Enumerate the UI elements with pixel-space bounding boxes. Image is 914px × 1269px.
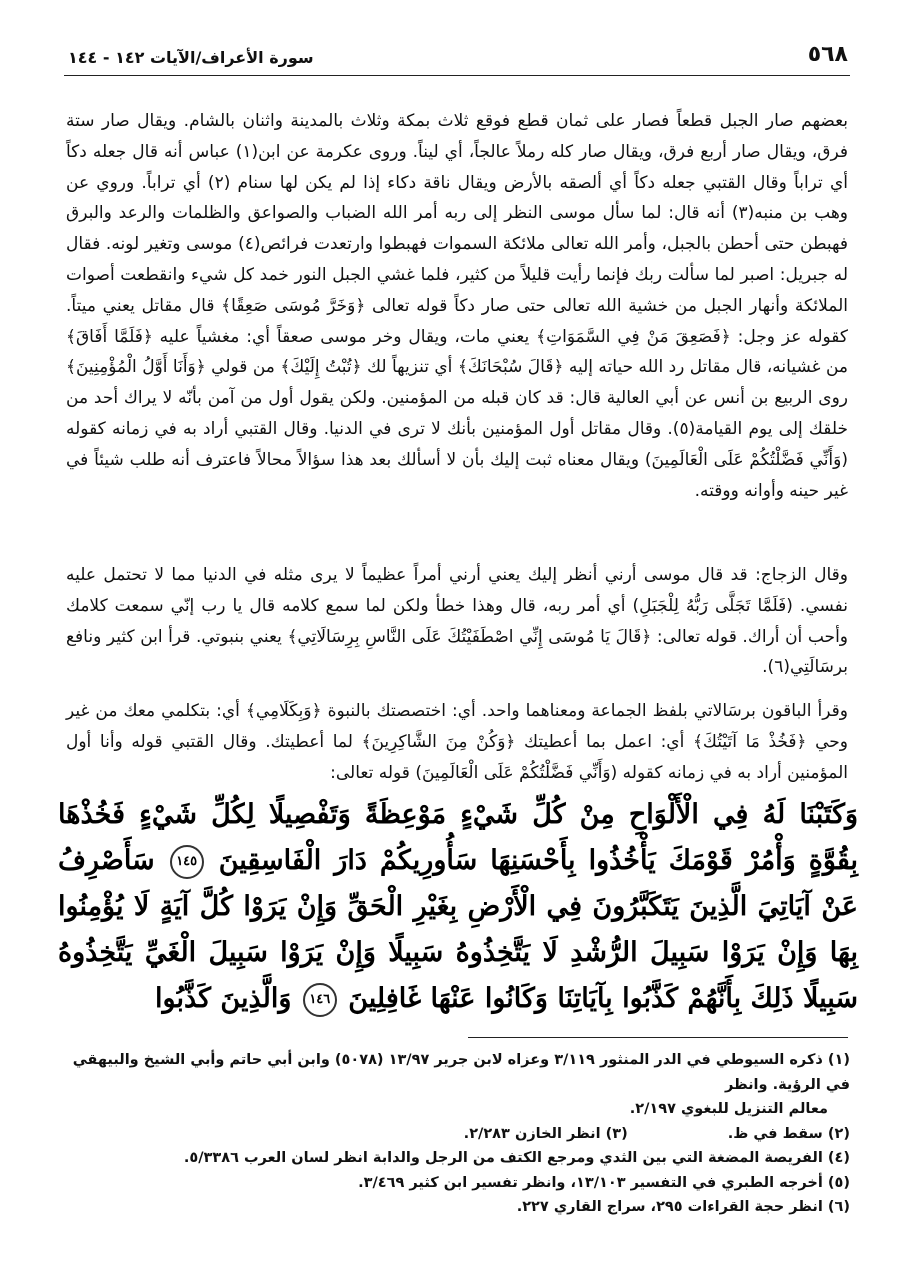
quran-verses-block: [58, 792, 858, 1022]
header-divider: [64, 75, 850, 76]
footnote-1-line-1: (١) ذكره السيوطي في الدر المنثور ٣/١١٩ وعزاه لابن جرير ١٣/٩٧ (٥٠٧٨) وابن أبي حاتم وأبي الشيخ والبيهقي في الرؤية. وانظر: [72, 1052, 850, 1093]
footnote-2: (٢) سقط في ظ.: [727, 1125, 850, 1142]
commentary-paragraph-1: بعضهم صار الجبل قطعاً فصار على ثمان قطع فوقع ثلاث بمكة وثلاث بالمدينة واثنان بالشام. ويقال صار ستة فرق، ويقال صار أربع فرق، ويقال صار كله رملاً عالجاً، أي ليناً. وروى عكرمة عن ابن(١) عباس أنه قال جعله دكاً أي تراباً وقال القتبي جعله دكاً أي ألصقه بالأرض ويقال ناقة دكاء إذا لم يكن لها سنام (٢) أي تراباً. وروي عن وهب بن منبه(٣) أنه قال: لما سأل موسى النظر إلى ربه أمر الله الضباب والصواعق والظلمات والرعد والبرق فهبطن حتى أحطن بالجبل، وأمر الله تعالى ملائكة السموات فهبطوا وارتعدت فرائص(٤) موسى وتغير لونه. فقال له جبريل: اصبر لما سألت ربك فإنما رأيت قليلاً من كثير، فلما غشي الجبل النور خمد كل شيء وانقطعت أصوات الملائكة وأنهار الجبل من خشية الله تعالى حتى صار دكاً قوله تعالى ﴿وَخَرَّ مُوسَى صَعِقًا﴾ قال مقاتل يعني ميتاً. كقوله عز وجل: ﴿فَصَعِقَ مَنْ فِي السَّمَوَاتِ﴾ يعني مات، ويقال وخر موسى صعقاً أي: مغشياً عليه ﴿فَلَمَّا أَفَاقَ﴾ من غشيانه، قال مقاتل رد الله حياته إليه ﴿قَالَ سُبْحَانَكَ﴾ أي تنزيهاً لك ﴿تُبْتُ إِلَيْكَ﴾ من قولي ﴿وَأَنَا أَوَّلُ الْمُؤْمِنِينَ﴾ روى الربيع بن أنس عن أبي العالية قال: قد كان قبله من المؤمنين. ولكن يقول أول من آمن بأنّه لا يراك أحد من خلقك إلى يوم القيامة(٥). وقال مقاتل أول المؤمنين بأنك لا ترى في الدنيا. وقال القتبي أراد به في زمانه كقوله (وَأَنِّي فَضَّلْتُكُمْ عَلَى الْعَالَمِينَ) ويقال معناه ثبت إليك بأن لا أسألك بعد هذا سؤالاً محالاً فاعترف أنه طلب شيئاً في غير حينه وأوانه ووقته.: [66, 111, 849, 501]
verse-145-end-marker: ١٤٥: [170, 845, 204, 879]
commentary-paragraph-3: وقرأ الباقون برسَالاتي بلفظ الجماعة ومعناهما واحد. أي: اختصصتك بالنبوة ﴿وَبِكَلَامِي﴾ أي: بتكلمي معك من غير وحي ﴿فَخُذْ مَا آتَيْتُكَ﴾ أي: اعمل بما أعطيتك ﴿وَكُنْ مِنَ الشَّاكِرِينَ﴾ لما أعطيتك. وقال القتبي قوله وأنا أول المؤمنين أراد به في زمانه كقوله (وَأَنِّي فَضَّلْتُكُمْ عَلَى الْعَالَمِينَ) قوله تعالى:: [66, 701, 848, 783]
footnote-1-line-2: معالم التنزيل للبغوي ٢/١٩٧.: [629, 1101, 828, 1117]
footnote-divider: [468, 1037, 848, 1038]
page-number: ٥٦٨: [807, 42, 848, 67]
footnote-2-3-row: [70, 1122, 850, 1147]
footnote-5: (٥) أخرجه الطبري في التفسير ١٣/١٠٣، وانظر تفسير ابن كثير ٣/٤٦٩.: [358, 1174, 850, 1191]
footnotes-section: [70, 1048, 850, 1220]
footnote-1: [70, 1048, 850, 1122]
commentary-paragraph-2: وقال الزجاج: قد قال موسى أرني أنظر إليك يعني أرني أمراً عظيماً لا يرى مثله في الدنيا مما لا تحتمل عليه نفسي. (فَلَمَّا تَجَلَّى رَبُّهُ لِلْجَبَلِ) أي أمر ربه، قال وهذا خطأ ولكن لما سمع كلامه قال يا رب إنّي سمعت كلامك وأحب أن أراك. قوله تعالى: ﴿قَالَ يَا مُوسَى إِنِّي اصْطَفَيْتُكَ عَلَى النَّاسِ بِرِسَالَاتِي﴾ يعني بنبوتي. قرأ ابن كثير ونافع برسَالَتِي(٦).: [66, 565, 848, 678]
verse-147-start-text: وَالَّذِينَ كَذَّبُوا: [155, 983, 292, 1014]
commentary-body: [66, 106, 848, 788]
running-title: سورة الأعراف/الآيات ١٤٢ - ١٤٤: [68, 48, 314, 67]
verse-145-text: وَكَتَبْنَا لَهُ فِي الْأَلْوَاحِ مِنْ كُلِّ شَيْءٍ مَوْعِظَةً وَتَفْصِيلًا لِكُلِّ شَيْءٍ فَخُذْهَا بِقُوَّةٍ وَأْمُرْ قَوْمَكَ يَأْخُذُوا بِأَحْسَنِهَا سَأُورِيكُمْ دَارَ الْفَاسِقِينَ: [58, 799, 858, 876]
footnote-6: (٦) انظر حجة القراءات ٢٩٥، سراج القاري ٢٢٧.: [516, 1199, 850, 1215]
page-header: [68, 42, 848, 72]
verse-146-text: سَأَصْرِفُ عَنْ آيَاتِيَ الَّذِينَ يَتَكَبَّرُونَ فِي الْأَرْضِ بِغَيْرِ الْحَقِّ وَإِنْ يَرَوْا كُلَّ آيَةٍ لَا يُؤْمِنُوا بِهَا وَإِنْ يَرَوْا سَبِيلَ الرُّشْدِ لَا يَتَّخِذُوهُ سَبِيلًا وَإِنْ يَرَوْا سَبِيلَ الْغَيِّ يَتَّخِذُوهُ سَبِيلًا ذَلِكَ بِأَنَّهُمْ كَذَّبُوا بِآيَاتِنَا وَكَانُوا عَنْهَا غَافِلِينَ: [58, 845, 858, 1014]
footnote-3: (٣) انظر الخازن ٢/٢٨٣.: [463, 1125, 628, 1142]
footnote-4: (٤) الفريصة المضغة التي بين الثدي ومرجع الكتف من الرجل والدابة انظر لسان العرب ٥/٣٣٨٦.: [183, 1150, 850, 1166]
verse-146-end-marker: ١٤٦: [303, 983, 337, 1017]
